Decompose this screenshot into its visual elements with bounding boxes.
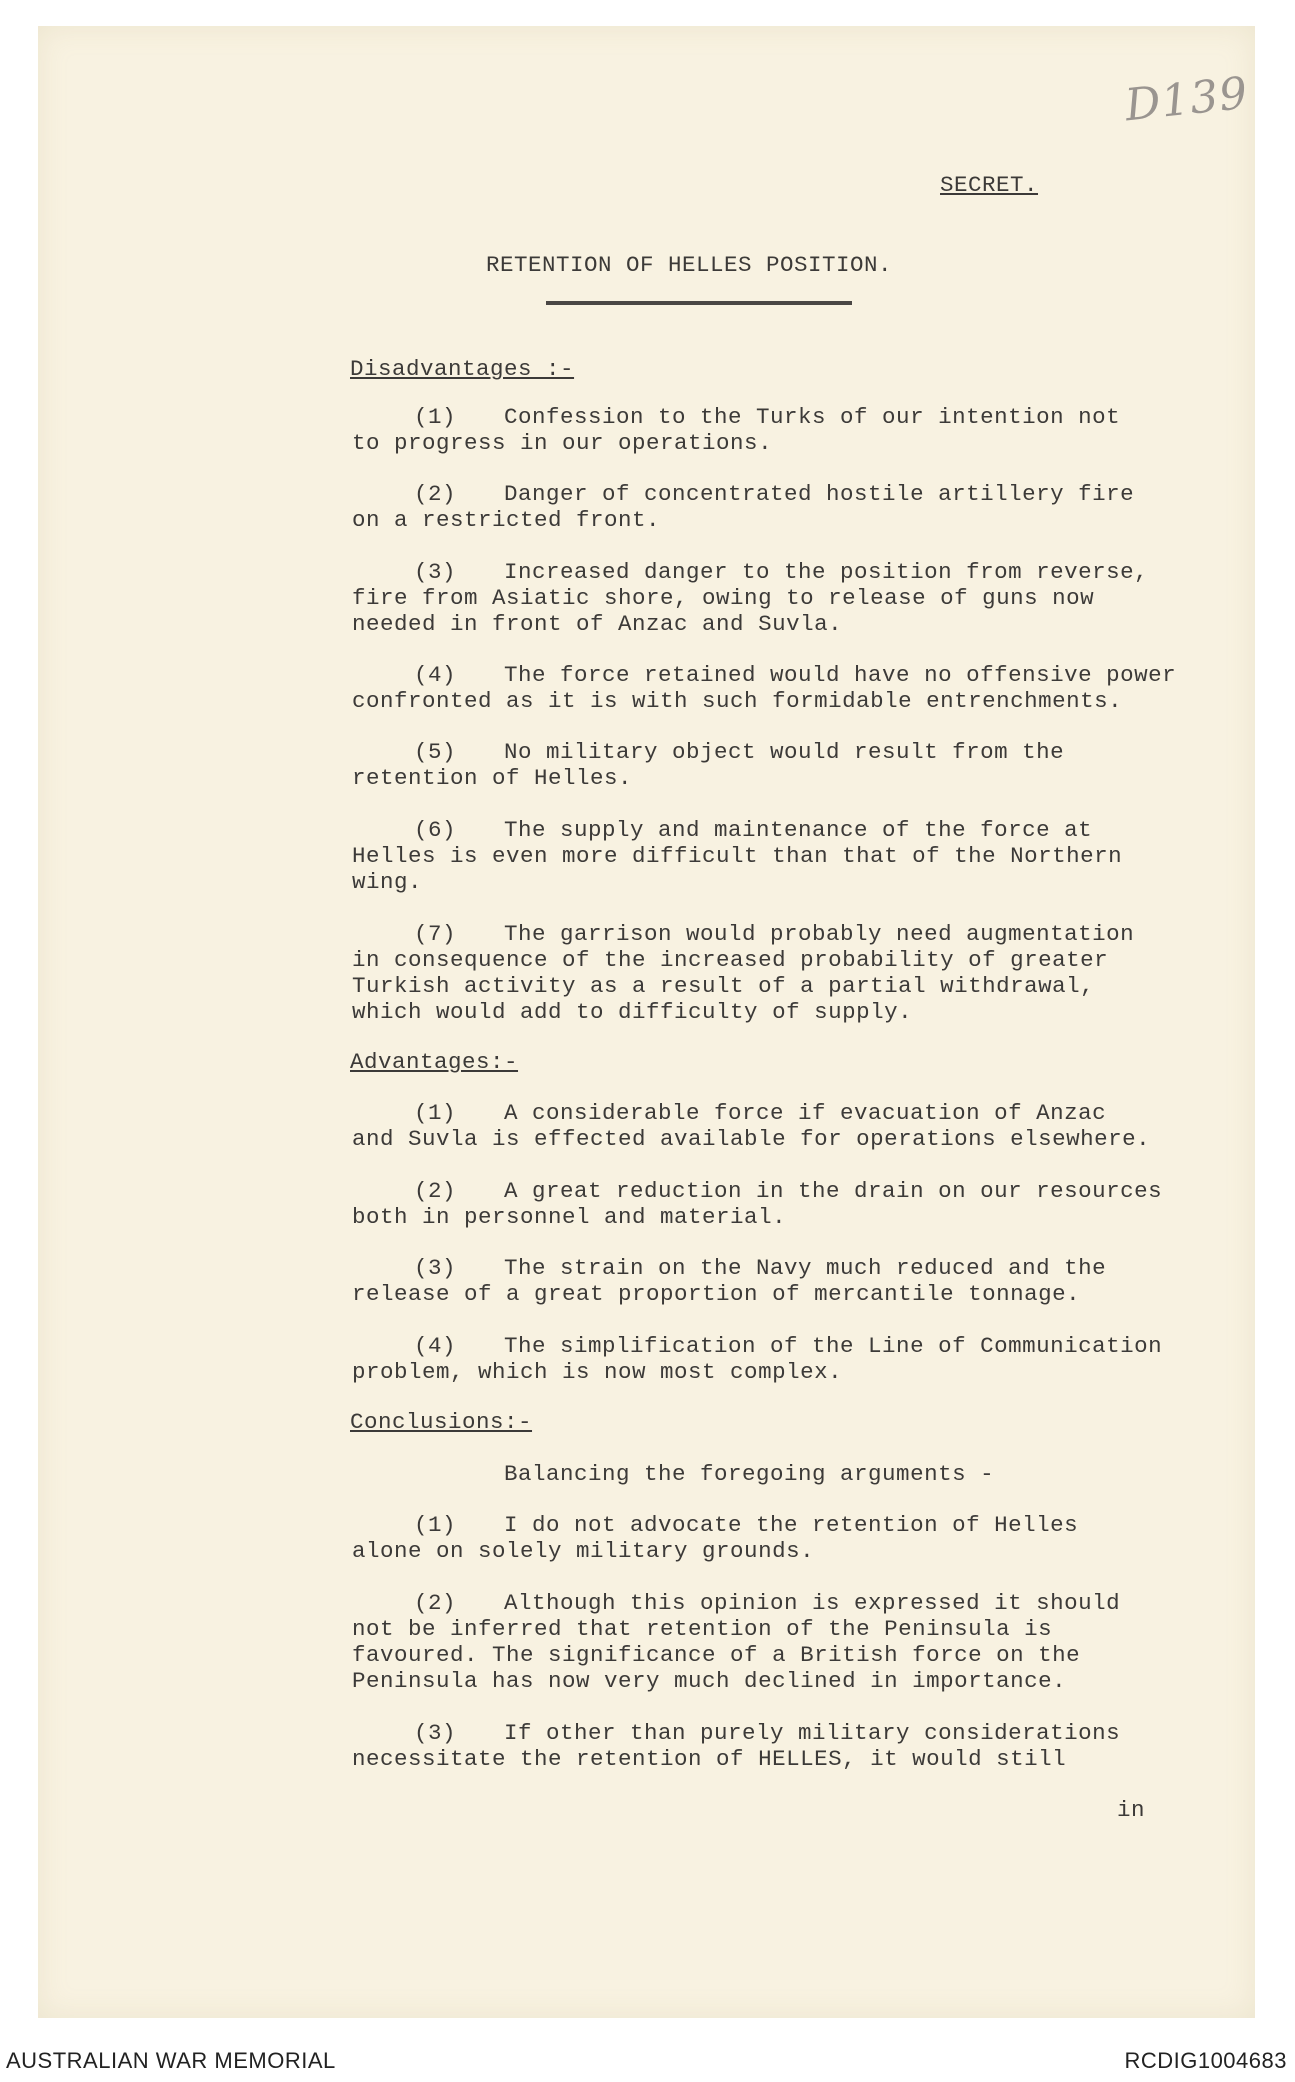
item-number: (2)	[414, 1178, 457, 1204]
item-text: necessitate the retention of HELLES, it would still	[352, 1746, 1067, 1772]
item-text: I do not advocate the retention of Helles	[504, 1512, 1079, 1538]
item-text: The supply and maintenance of the force at	[504, 817, 1093, 843]
item-text: release of a great proportion of mercantile tonnage.	[352, 1281, 1081, 1307]
item-text: which would add to difficulty of supply.	[352, 999, 913, 1025]
item-text: Turkish activity as a result of a partial withdrawal,	[352, 973, 1095, 999]
item-text: Increased danger to the position from reverse,	[504, 559, 1149, 585]
conclusions-intro: Balancing the foregoing arguments -	[504, 1461, 995, 1487]
item-text: No military object would result from the	[504, 739, 1065, 765]
item-text: A great reduction in the drain on our resources	[504, 1178, 1163, 1204]
item-text: retention of Helles.	[352, 765, 633, 791]
catchword: in	[1117, 1797, 1146, 1823]
item-text: Confession to the Turks of our intention not	[504, 404, 1121, 430]
classification-label: SECRET.	[940, 172, 1039, 198]
disadvantage-item-1	[352, 404, 1252, 456]
item-text: to progress in our operations.	[352, 430, 773, 456]
item-number: (1)	[414, 404, 457, 430]
disadvantage-item-6	[352, 817, 1252, 895]
conclusion-item-3	[352, 1720, 1252, 1772]
item-text: wing.	[352, 869, 423, 895]
item-number: (2)	[414, 1590, 457, 1616]
item-text: The force retained would have no offensive power	[504, 662, 1177, 688]
item-text: A considerable force if evacuation of Anzac	[504, 1100, 1107, 1126]
item-number: (2)	[414, 481, 457, 507]
item-number: (7)	[414, 921, 457, 947]
advantage-item-4	[352, 1333, 1252, 1385]
item-text: Peninsula has now very much declined in importance.	[352, 1668, 1067, 1694]
item-text: The strain on the Navy much reduced and the	[504, 1255, 1107, 1281]
item-text: The garrison would probably need augmentation	[504, 921, 1135, 947]
footer-institution: AUSTRALIAN WAR MEMORIAL	[6, 2048, 336, 2073]
item-number: (3)	[414, 1255, 457, 1281]
item-text: problem, which is now most complex.	[352, 1359, 843, 1385]
item-number: (4)	[414, 1333, 457, 1359]
disadvantage-item-5	[352, 739, 1252, 791]
item-text: alone on solely military grounds.	[352, 1538, 815, 1564]
item-text: in consequence of the increased probability of greater	[352, 947, 1109, 973]
conclusion-item-2	[352, 1590, 1252, 1694]
item-number: (4)	[414, 662, 457, 688]
conclusions-heading: Conclusions:-	[350, 1409, 533, 1435]
document-title: RETENTION OF HELLES POSITION.	[486, 252, 893, 278]
item-text: The simplification of the Line of Communication	[504, 1333, 1163, 1359]
item-text: favoured. The significance of a British force on the	[352, 1642, 1081, 1668]
disadvantage-item-4	[352, 662, 1252, 714]
disadvantages-heading: Disadvantages :-	[350, 356, 575, 382]
footer-identifier: RCDIG1004683	[1124, 2048, 1287, 2073]
item-text: not be inferred that retention of the Peninsula is	[352, 1616, 1053, 1642]
item-text: both in personnel and material.	[352, 1204, 787, 1230]
disadvantage-item-7	[352, 921, 1252, 1025]
item-text: needed in front of Anzac and Suvla.	[352, 611, 843, 637]
conclusion-item-1	[352, 1512, 1252, 1564]
disadvantage-item-2	[352, 481, 1252, 533]
item-text: If other than purely military considerations	[504, 1720, 1121, 1746]
advantage-item-1	[352, 1100, 1252, 1152]
item-number: (3)	[414, 559, 457, 585]
item-text: and Suvla is effected available for operations elsewhere.	[352, 1126, 1151, 1152]
item-number: (1)	[414, 1100, 457, 1126]
archive-mark: D139	[1122, 67, 1251, 132]
item-number: (6)	[414, 817, 457, 843]
item-text: confronted as it is with such formidable entrenchments.	[352, 688, 1123, 714]
advantage-item-3	[352, 1255, 1252, 1307]
item-number: (1)	[414, 1512, 457, 1538]
item-text: Helles is even more difficult than that of the Northern	[352, 843, 1123, 869]
item-text: fire from Asiatic shore, owing to release of guns now	[352, 585, 1095, 611]
item-number: (3)	[414, 1720, 457, 1746]
item-text: on a restricted front.	[352, 507, 661, 533]
item-text: Although this opinion is expressed it should	[504, 1590, 1121, 1616]
advantages-heading: Advantages:-	[350, 1049, 519, 1075]
item-number: (5)	[414, 739, 457, 765]
advantage-item-2	[352, 1178, 1252, 1230]
item-text: Danger of concentrated hostile artillery fire	[504, 481, 1135, 507]
title-underline	[546, 301, 852, 305]
disadvantage-item-3	[352, 559, 1252, 637]
